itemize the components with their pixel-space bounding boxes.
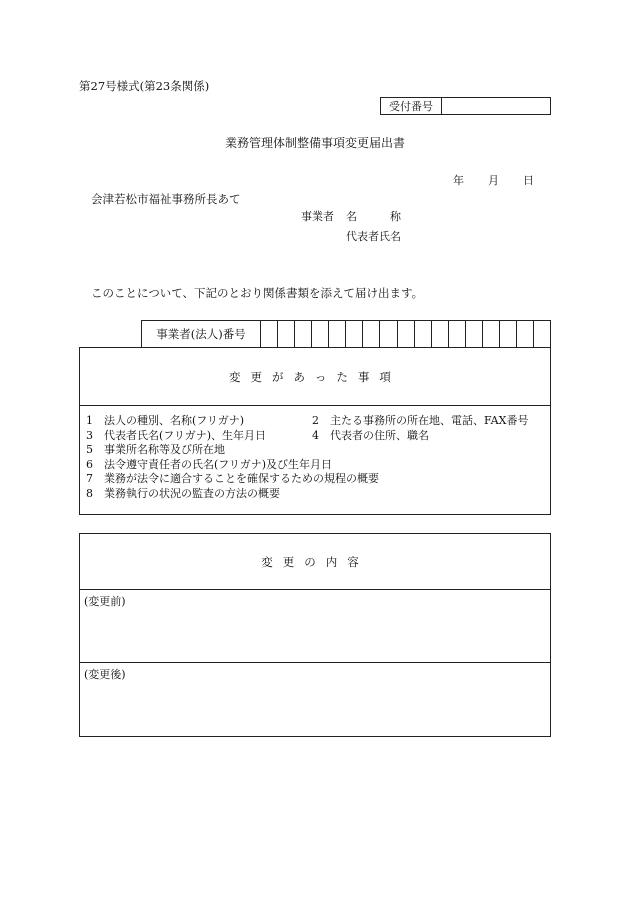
changed-item-right: 2 主たる事務所の所在地、電話、FAX番号	[312, 414, 529, 427]
reception-number-label: 受付番号	[381, 98, 442, 114]
business-number-cell[interactable]	[363, 321, 380, 347]
changed-item-row	[86, 414, 550, 429]
changed-items-header: 変更があった事項	[80, 348, 550, 406]
changed-item-row	[86, 443, 550, 458]
business-number-cell[interactable]	[295, 321, 312, 347]
changed-item-row	[86, 487, 550, 502]
business-number-cell[interactable]	[415, 321, 432, 347]
business-number-label: 事業者(法人)番号	[142, 321, 261, 347]
business-number-cell[interactable]	[432, 321, 449, 347]
reception-number-field[interactable]	[442, 98, 550, 114]
before-change-section[interactable]	[80, 590, 550, 663]
changed-item-left: 5 事業所名称等及び所在地	[86, 443, 225, 456]
business-number-cell[interactable]	[380, 321, 397, 347]
business-number-cell[interactable]	[483, 321, 500, 347]
business-number-cell[interactable]	[278, 321, 295, 347]
applicant-label: 事業者	[301, 210, 334, 223]
changed-item-left: 1 法人の種別、名称(フリガナ)	[86, 414, 245, 427]
date-day-label: 日	[523, 174, 534, 187]
business-number-cell[interactable]	[346, 321, 363, 347]
date-year-label: 年	[453, 174, 464, 187]
applicant-name-label: 名 称	[346, 210, 401, 223]
business-number-cell[interactable]	[466, 321, 483, 347]
changed-item-left: 8 業務執行の状況の監査の方法の概要	[86, 486, 280, 500]
business-number-cell[interactable]	[329, 321, 346, 347]
addressee: 会津若松市福祉事務所長あて	[91, 192, 241, 206]
business-number-cell[interactable]	[312, 321, 329, 347]
business-number-cell[interactable]	[500, 321, 517, 347]
changed-items-table	[79, 347, 551, 515]
changed-item-row	[86, 472, 550, 487]
representative-name-label: 代表者氏名	[346, 230, 401, 243]
business-number-row	[141, 320, 551, 347]
change-content-table	[79, 533, 551, 737]
business-number-cell[interactable]	[517, 321, 534, 347]
form-number: 第27号様式(第23条関係)	[79, 79, 210, 93]
changed-item-right: 4 代表者の住所、職名	[312, 428, 429, 442]
business-number-cell[interactable]	[534, 321, 550, 347]
changed-item-row	[86, 458, 550, 473]
changed-item-left: 7 業務が法令に適合することを確保するための規程の概要	[86, 472, 379, 485]
business-number-cell[interactable]	[261, 321, 278, 347]
before-change-label: (変更前)	[84, 595, 126, 608]
changed-items-list	[80, 406, 550, 501]
changed-item-left: 3 代表者氏名(フリガナ)、生年月日	[86, 428, 267, 442]
business-number-cells	[261, 321, 550, 347]
change-content-header: 変更の内容	[80, 534, 550, 590]
statement: このことについて、下記のとおり関係書類を添えて届け出ます。	[91, 286, 424, 300]
after-change-section[interactable]	[80, 663, 550, 736]
changed-item-row	[86, 429, 550, 444]
after-change-label: (変更後)	[84, 668, 126, 681]
reception-number-box	[380, 97, 551, 115]
date-month-label: 月	[488, 174, 499, 187]
form-title: 業務管理体制整備事項変更届出書	[225, 136, 406, 150]
changed-item-left: 6 法令遵守責任者の氏名(フリガナ)及び生年月日	[86, 457, 333, 471]
business-number-cell[interactable]	[398, 321, 415, 347]
business-number-cell[interactable]	[449, 321, 466, 347]
